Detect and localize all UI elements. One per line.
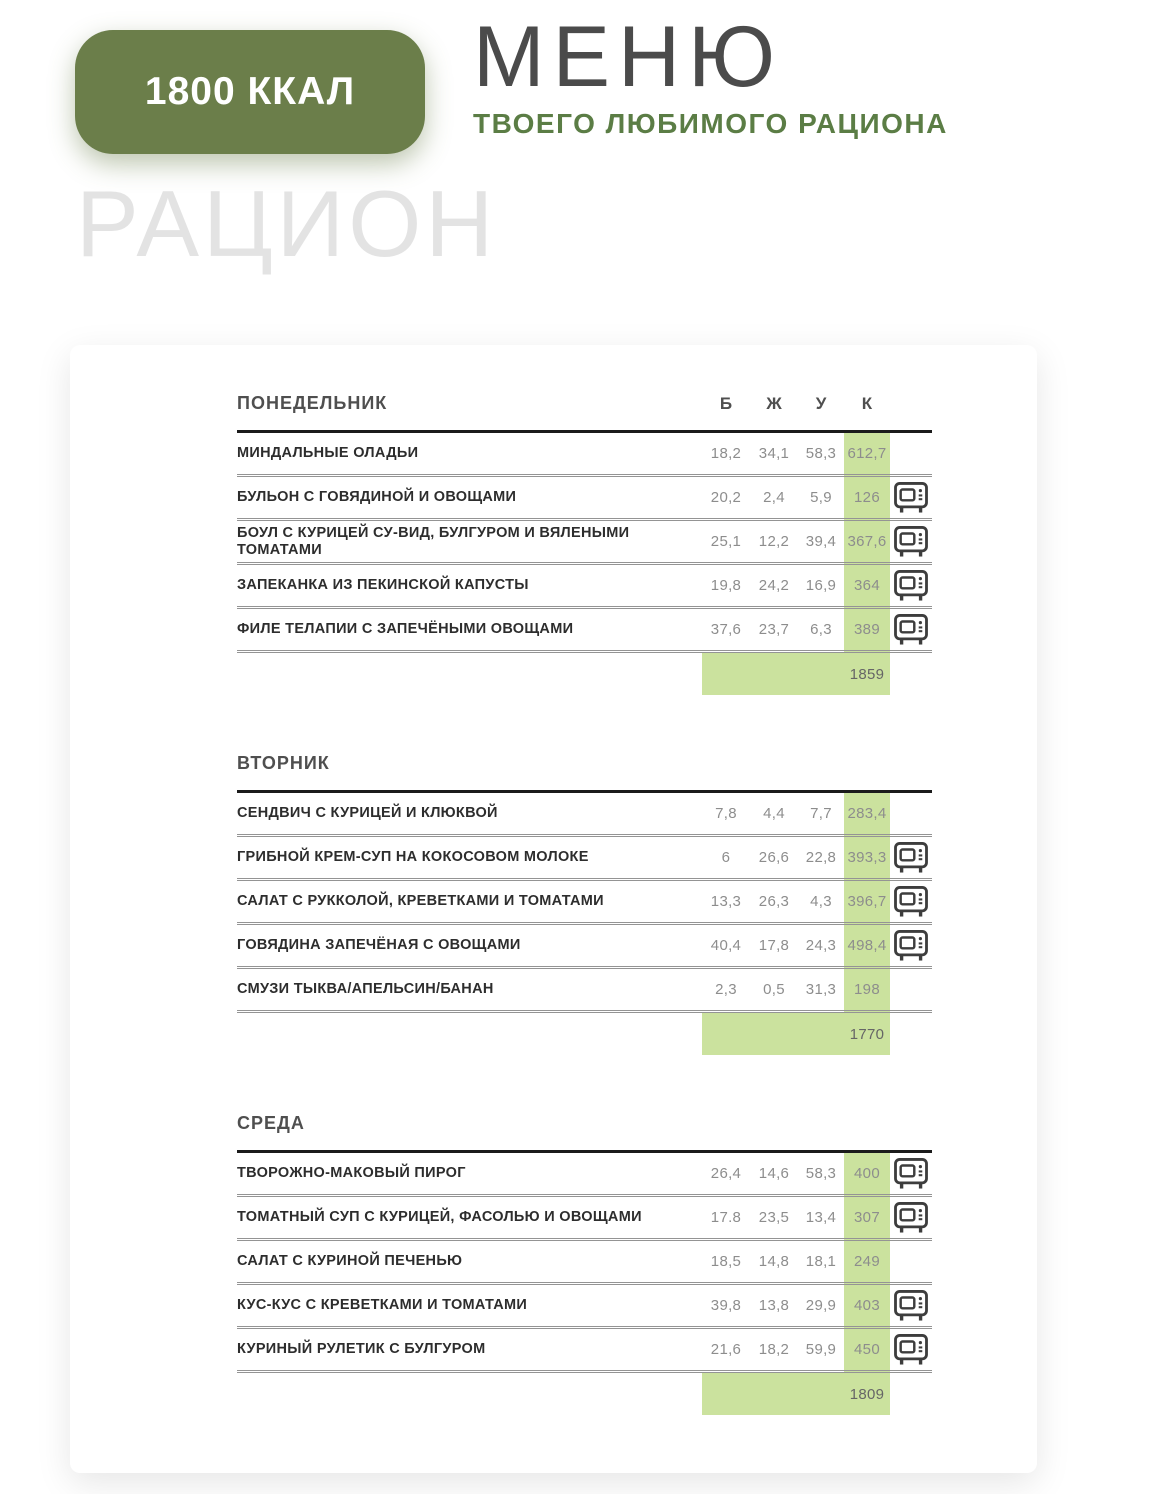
- col-calories: К: [861, 393, 873, 413]
- protein-value: 26,4: [710, 1165, 742, 1182]
- day-total-calories: 1859: [849, 665, 885, 683]
- microwave-icon: [890, 930, 932, 961]
- microwave-icon: [890, 1158, 932, 1189]
- calories-value: 364: [854, 577, 880, 594]
- col-protein: Б: [719, 393, 733, 413]
- protein-value: 6: [721, 849, 731, 866]
- day-total-row: [237, 1373, 932, 1415]
- table-row: [237, 477, 932, 521]
- carbs-value: 5,9: [810, 489, 832, 506]
- col-fat: Ж: [766, 393, 782, 413]
- day-table: [237, 430, 932, 695]
- day-header: [237, 393, 932, 430]
- day-total-row: [237, 653, 932, 695]
- protein-value: 25,1: [710, 533, 742, 550]
- dish-name: ФИЛЕ ТЕЛАПИИ С ЗАПЕЧЁНЫМИ ОВОЩАМИ: [237, 621, 574, 638]
- protein-value: 21,6: [710, 1341, 742, 1358]
- calories-value: 403: [854, 1297, 880, 1314]
- protein-value: 7,8: [715, 805, 737, 822]
- calories-value: 283,4: [847, 805, 887, 822]
- calories-value: 396,7: [847, 893, 887, 910]
- microwave-icon: [890, 526, 932, 557]
- dish-name: ГРИБНОЙ КРЕМ-СУП НА КОКОСОВОМ МОЛОКЕ: [237, 849, 589, 866]
- protein-value: 13,3: [710, 893, 742, 910]
- table-row: [237, 881, 932, 925]
- day-title: СРЕДА: [237, 1113, 305, 1133]
- protein-value: 18,2: [710, 445, 742, 462]
- microwave-icon: [890, 1202, 932, 1233]
- fat-value: 26,6: [758, 849, 790, 866]
- calories-value: 612,7: [847, 445, 887, 462]
- carbs-value: 13,4: [805, 1209, 837, 1226]
- day-table: [237, 790, 932, 1055]
- col-carbs: У: [815, 393, 827, 413]
- carbs-value: 7,7: [810, 805, 832, 822]
- table-row: [237, 969, 932, 1013]
- fat-value: 14,6: [758, 1165, 790, 1182]
- carbs-value: 4,3: [810, 893, 832, 910]
- day-total-row: [237, 1013, 932, 1055]
- table-row: [237, 1153, 932, 1197]
- fat-value: 24,2: [758, 577, 790, 594]
- microwave-icon: [890, 614, 932, 645]
- dish-name: КУС-КУС С КРЕВЕТКАМИ И ТОМАТАМИ: [237, 1297, 528, 1314]
- table-row: [237, 1241, 932, 1285]
- calories-value: 307: [854, 1209, 880, 1226]
- day-header: [237, 1113, 932, 1150]
- microwave-icon: [890, 842, 932, 873]
- table-row: [237, 1197, 932, 1241]
- day-title: ПОНЕДЕЛЬНИК: [237, 393, 388, 413]
- protein-value: 40,4: [710, 937, 742, 954]
- fat-value: 14,8: [758, 1253, 790, 1270]
- calorie-badge: [75, 30, 425, 154]
- microwave-icon: [890, 570, 932, 601]
- protein-value: 37,6: [710, 621, 742, 638]
- protein-value: 2,3: [715, 981, 737, 998]
- calories-value: 367,6: [847, 533, 887, 550]
- table-row: [237, 793, 932, 837]
- day-section-tuesday: [237, 753, 932, 1055]
- fat-value: 34,1: [758, 445, 790, 462]
- calories-value: 498,4: [847, 937, 887, 954]
- page-subtitle: ТВОЕГО ЛЮБИМОГО РАЦИОНА: [473, 108, 948, 139]
- watermark-text: РАЦИОН: [76, 171, 498, 276]
- table-row: [237, 1285, 932, 1329]
- calories-value: 393,3: [847, 849, 887, 866]
- fat-value: 0,5: [763, 981, 785, 998]
- carbs-value: 24,3: [805, 937, 837, 954]
- calories-value: 400: [854, 1165, 880, 1182]
- calories-value: 450: [854, 1341, 880, 1358]
- dish-name: ТВОРОЖНО-МАКОВЫЙ ПИРОГ: [237, 1165, 466, 1182]
- day-total-calories: 1770: [849, 1025, 885, 1043]
- fat-value: 4,4: [763, 805, 785, 822]
- dish-name: СЕНДВИЧ С КУРИЦЕЙ И КЛЮКВОЙ: [237, 805, 498, 822]
- microwave-icon: [890, 1334, 932, 1365]
- protein-value: 18,5: [710, 1253, 742, 1270]
- carbs-value: 18,1: [805, 1253, 837, 1270]
- carbs-value: 22,8: [805, 849, 837, 866]
- table-row: [237, 837, 932, 881]
- dish-name: САЛАТ С КУРИНОЙ ПЕЧЕНЬЮ: [237, 1253, 463, 1270]
- dish-name: ГОВЯДИНА ЗАПЕЧЁНАЯ С ОВОЩАМИ: [237, 937, 521, 954]
- fat-value: 23,7: [758, 621, 790, 638]
- dish-name: БОУЛ С КУРИЦЕЙ СУ-ВИД, БУЛГУРОМ И ВЯЛЕНЫМИ ТОМАТАМИ: [237, 524, 630, 558]
- fat-value: 13,8: [758, 1297, 790, 1314]
- carbs-value: 31,3: [805, 981, 837, 998]
- table-row: [237, 433, 932, 477]
- fat-value: 17,8: [758, 937, 790, 954]
- protein-value: 19,8: [710, 577, 742, 594]
- microwave-icon: [890, 1290, 932, 1321]
- fat-value: 18,2: [758, 1341, 790, 1358]
- calories-value: 126: [854, 489, 880, 506]
- table-row: [237, 521, 932, 565]
- calories-value: 249: [854, 1253, 880, 1270]
- day-section-wednesday: [237, 1113, 932, 1415]
- carbs-value: 6,3: [810, 621, 832, 638]
- carbs-value: 16,9: [805, 577, 837, 594]
- calories-value: 198: [854, 981, 880, 998]
- table-row: [237, 1329, 932, 1373]
- dish-name: ТОМАТНЫЙ СУП С КУРИЦЕЙ, ФАСОЛЬЮ И ОВОЩАМИ: [237, 1209, 642, 1226]
- dish-name: СМУЗИ ТЫКВА/АПЕЛЬСИН/БАНАН: [237, 981, 494, 998]
- microwave-icon: [890, 482, 932, 513]
- table-row: [237, 609, 932, 653]
- carbs-value: 58,3: [805, 1165, 837, 1182]
- microwave-icon: [890, 886, 932, 917]
- carbs-value: 59,9: [805, 1341, 837, 1358]
- dish-name: МИНДАЛЬНЫЕ ОЛАДЬИ: [237, 445, 419, 462]
- fat-value: 2,4: [763, 489, 785, 506]
- table-row: [237, 925, 932, 969]
- table-row: [237, 565, 932, 609]
- day-header: [237, 753, 932, 790]
- day-section-monday: [237, 393, 932, 695]
- header: [473, 9, 948, 140]
- carbs-value: 39,4: [805, 533, 837, 550]
- fat-value: 12,2: [758, 533, 790, 550]
- carbs-value: 58,3: [805, 445, 837, 462]
- protein-value: 20,2: [710, 489, 742, 506]
- calories-value: 389: [854, 621, 880, 638]
- day-title: ВТОРНИК: [237, 753, 330, 773]
- day-table: [237, 1150, 932, 1415]
- fat-value: 26,3: [758, 893, 790, 910]
- protein-value: 17.8: [710, 1209, 742, 1226]
- calorie-badge-label: 1800 ККАЛ: [144, 70, 356, 113]
- dish-name: САЛАТ С РУККОЛОЙ, КРЕВЕТКАМИ И ТОМАТАМИ: [237, 893, 604, 910]
- protein-value: 39,8: [710, 1297, 742, 1314]
- page-title: МЕНЮ: [473, 9, 783, 105]
- fat-value: 23,5: [758, 1209, 790, 1226]
- menu-card: [70, 345, 1037, 1473]
- carbs-value: 29,9: [805, 1297, 837, 1314]
- dish-name: КУРИНЫЙ РУЛЕТИК С БУЛГУРОМ: [237, 1341, 486, 1358]
- day-total-calories: 1809: [849, 1385, 885, 1403]
- dish-name: БУЛЬОН С ГОВЯДИНОЙ И ОВОЩАМИ: [237, 489, 517, 506]
- dish-name: ЗАПЕКАНКА ИЗ ПЕКИНСКОЙ КАПУСТЫ: [237, 577, 529, 594]
